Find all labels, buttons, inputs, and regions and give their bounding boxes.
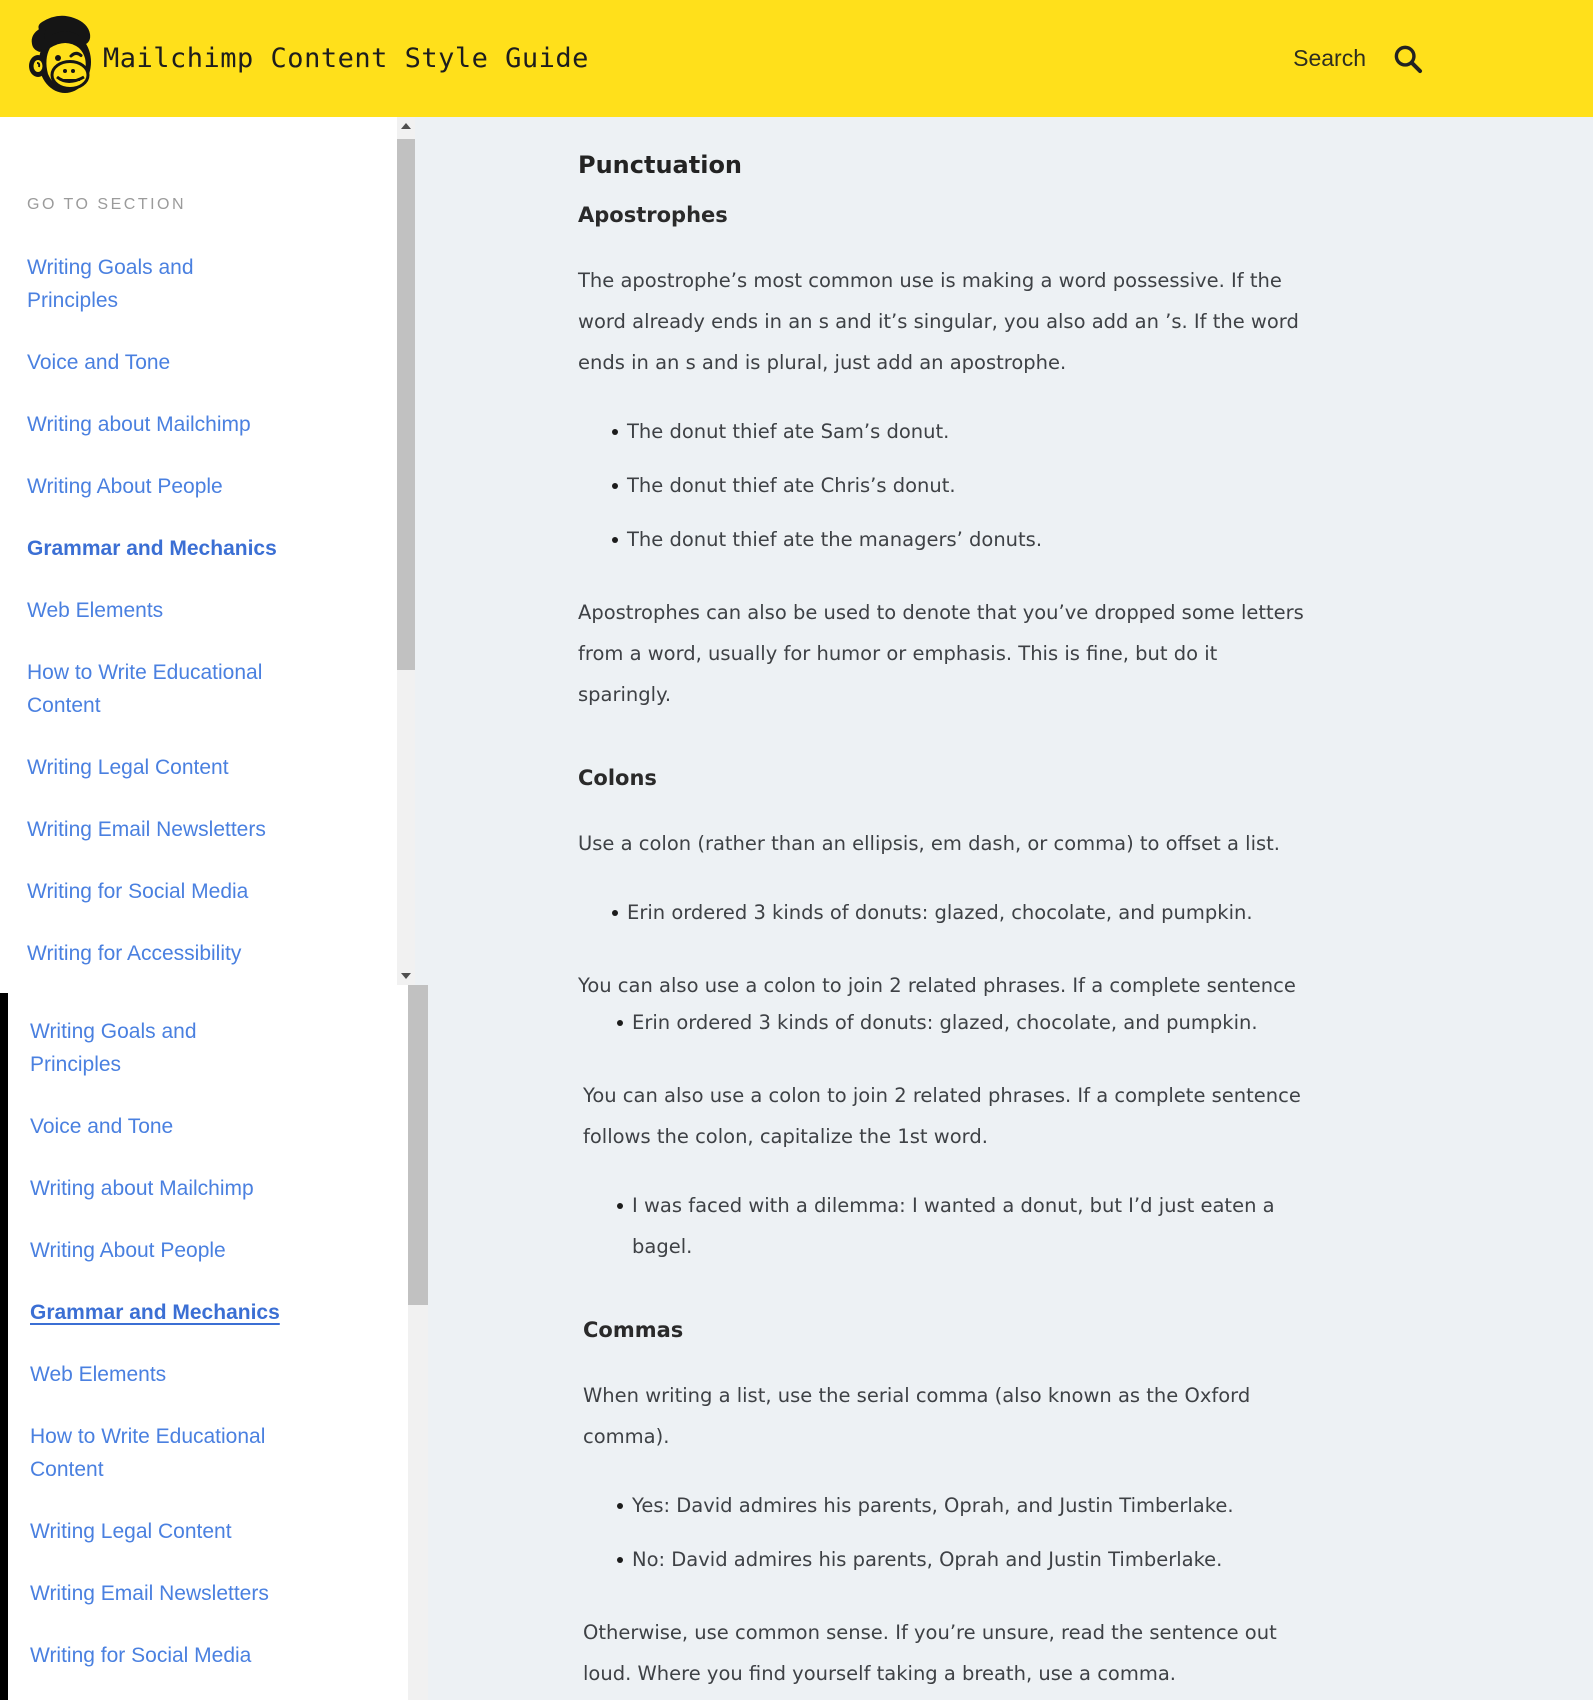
list-item [578, 465, 1458, 506]
section-heading: Apostrophes [578, 203, 728, 227]
search-icon[interactable] [1391, 42, 1425, 76]
list-item-text: Erin ordered 3 kinds of donuts: glazed, chocolate, and pumpkin. [632, 1011, 1258, 1034]
sidebar-item[interactable]: Grammar and Mechanics [27, 537, 277, 560]
list-item-text: The donut thief ate Sam’s donut. [627, 420, 950, 443]
bullet-list [578, 892, 1458, 933]
paragraph: You can also use a colon to join 2 related phrases. If a complete sentence [578, 974, 1296, 997]
list-item [583, 1485, 1463, 1526]
list-item-text: Erin ordered 3 kinds of donuts: glazed, chocolate, and pumpkin. [627, 901, 1253, 924]
list-item [578, 411, 1458, 452]
scroll-down-button[interactable] [397, 967, 415, 985]
paragraph: When writing a list, use the serial comma (also known as the Oxford comma). [583, 1384, 1251, 1448]
sidebar-item[interactable]: Writing Goals and Principles [30, 1020, 197, 1076]
scrollbar-thumb[interactable] [397, 139, 415, 670]
list-item [583, 1002, 1463, 1043]
sidebar-item[interactable]: Writing About People [27, 475, 223, 498]
sidebar-item[interactable]: How to Write Educational Content [30, 1425, 266, 1481]
bullet-dot [612, 483, 618, 489]
list-item-text: The donut thief ate Chris’s donut. [627, 474, 956, 497]
bullet-list [583, 1002, 1463, 1043]
sidebar-item[interactable]: Voice and Tone [30, 1115, 174, 1138]
list-item [578, 519, 1458, 560]
sidebar-item[interactable]: Writing about Mailchimp [30, 1177, 254, 1200]
scrollbar-thumb[interactable] [408, 985, 428, 1305]
page-title: Mailchimp Content Style Guide [103, 43, 589, 74]
sidebar-item[interactable]: Writing About People [30, 1239, 226, 1262]
bullet-dot [617, 1557, 623, 1563]
list-item [583, 1185, 1463, 1267]
bullet-list [583, 1485, 1463, 1580]
arrow-up-icon [401, 123, 411, 129]
arrow-down-icon [401, 973, 411, 979]
bullet-dot [612, 537, 618, 543]
paragraph: Otherwise, use common sense. If you’re unsure, read the sentence out loud. Where you find yourself taking a breath, use a comma. [583, 1621, 1277, 1685]
sidebar-item[interactable]: Writing about Mailchimp [27, 413, 251, 436]
sidebar-item[interactable]: How to Write Educational Content [27, 661, 263, 717]
sidebar-item[interactable]: Web Elements [27, 599, 164, 622]
sidebar-nav-bottom [30, 1015, 360, 1701]
search-button[interactable] [1293, 0, 1425, 117]
sidebar-item[interactable]: Web Elements [30, 1363, 167, 1386]
scroll-up-button[interactable] [397, 117, 415, 135]
list-item [578, 892, 1458, 933]
mailchimp-freddie-logo[interactable] [28, 9, 96, 105]
sidebar-scrollbar-bottom[interactable] [408, 985, 428, 1700]
bullet-dot [617, 1503, 623, 1509]
left-edge-bar [0, 993, 8, 1700]
sidebar-item[interactable]: Writing Goals and Principles [27, 256, 194, 312]
sidebar-item[interactable]: Writing for Social Media [30, 1644, 252, 1667]
sidebar-item[interactable]: Grammar and Mechanics [30, 1301, 280, 1324]
section-heading: Colons [578, 766, 657, 790]
bullet-list [583, 1185, 1463, 1267]
bullet-list [578, 411, 1458, 560]
sidebar-item[interactable]: Writing Legal Content [27, 756, 229, 779]
sidebar-item[interactable]: Writing for Accessibility [27, 942, 242, 965]
sidebar-item[interactable]: Writing for Social Media [27, 880, 249, 903]
paragraph: Use a colon (rather than an ellipsis, em dash, or comma) to offset a list. [578, 832, 1281, 855]
bullet-dot [612, 429, 618, 435]
section-heading: Commas [583, 1318, 684, 1342]
main-content-bottom [583, 985, 1463, 1700]
page-heading: Punctuation [578, 151, 743, 179]
sidebar-item[interactable]: Writing Email Newsletters [27, 818, 266, 841]
bullet-dot [617, 1203, 623, 1209]
sidebar-item[interactable]: Writing Email Newsletters [30, 1582, 269, 1605]
main-content-top [578, 117, 1458, 997]
list-item [583, 1539, 1463, 1580]
bullet-dot [612, 910, 618, 916]
bullet-dot [617, 1020, 623, 1026]
list-item-text: Yes: David admires his parents, Oprah, and Justin Timberlake. [632, 1494, 1234, 1517]
paragraph: Apostrophes can also be used to denote that you’ve dropped some letters from a word, usually for humor or emphasis. This is fine, but do it sparingly. [578, 601, 1304, 706]
paragraph: The apostrophe’s most common use is making a word possessive. If the word already ends in an s and it’s singular, you also add an ’s. If the word ends in an s and is plural, just add an apostrophe. [578, 269, 1299, 374]
go-to-section-label: GO TO SECTION [27, 196, 187, 213]
sidebar-nav-top [27, 196, 357, 999]
header [0, 0, 1593, 117]
list-item-text: No: David admires his parents, Oprah and Justin Timberlake. [632, 1548, 1223, 1571]
sidebar-item[interactable]: Voice and Tone [27, 351, 171, 374]
list-item-text: The donut thief ate the managers’ donuts. [627, 528, 1043, 551]
paragraph: You can also use a colon to join 2 related phrases. If a complete sentence follows the colon, capitalize the 1st word. [583, 1084, 1301, 1148]
sidebar-scrollbar-top[interactable] [397, 117, 415, 985]
sidebar-item[interactable]: Writing Legal Content [30, 1520, 232, 1543]
search-label[interactable]: Search [1293, 45, 1366, 71]
list-item-text: I was faced with a dilemma: I wanted a donut, but I’d just eaten a bagel. [632, 1194, 1275, 1258]
